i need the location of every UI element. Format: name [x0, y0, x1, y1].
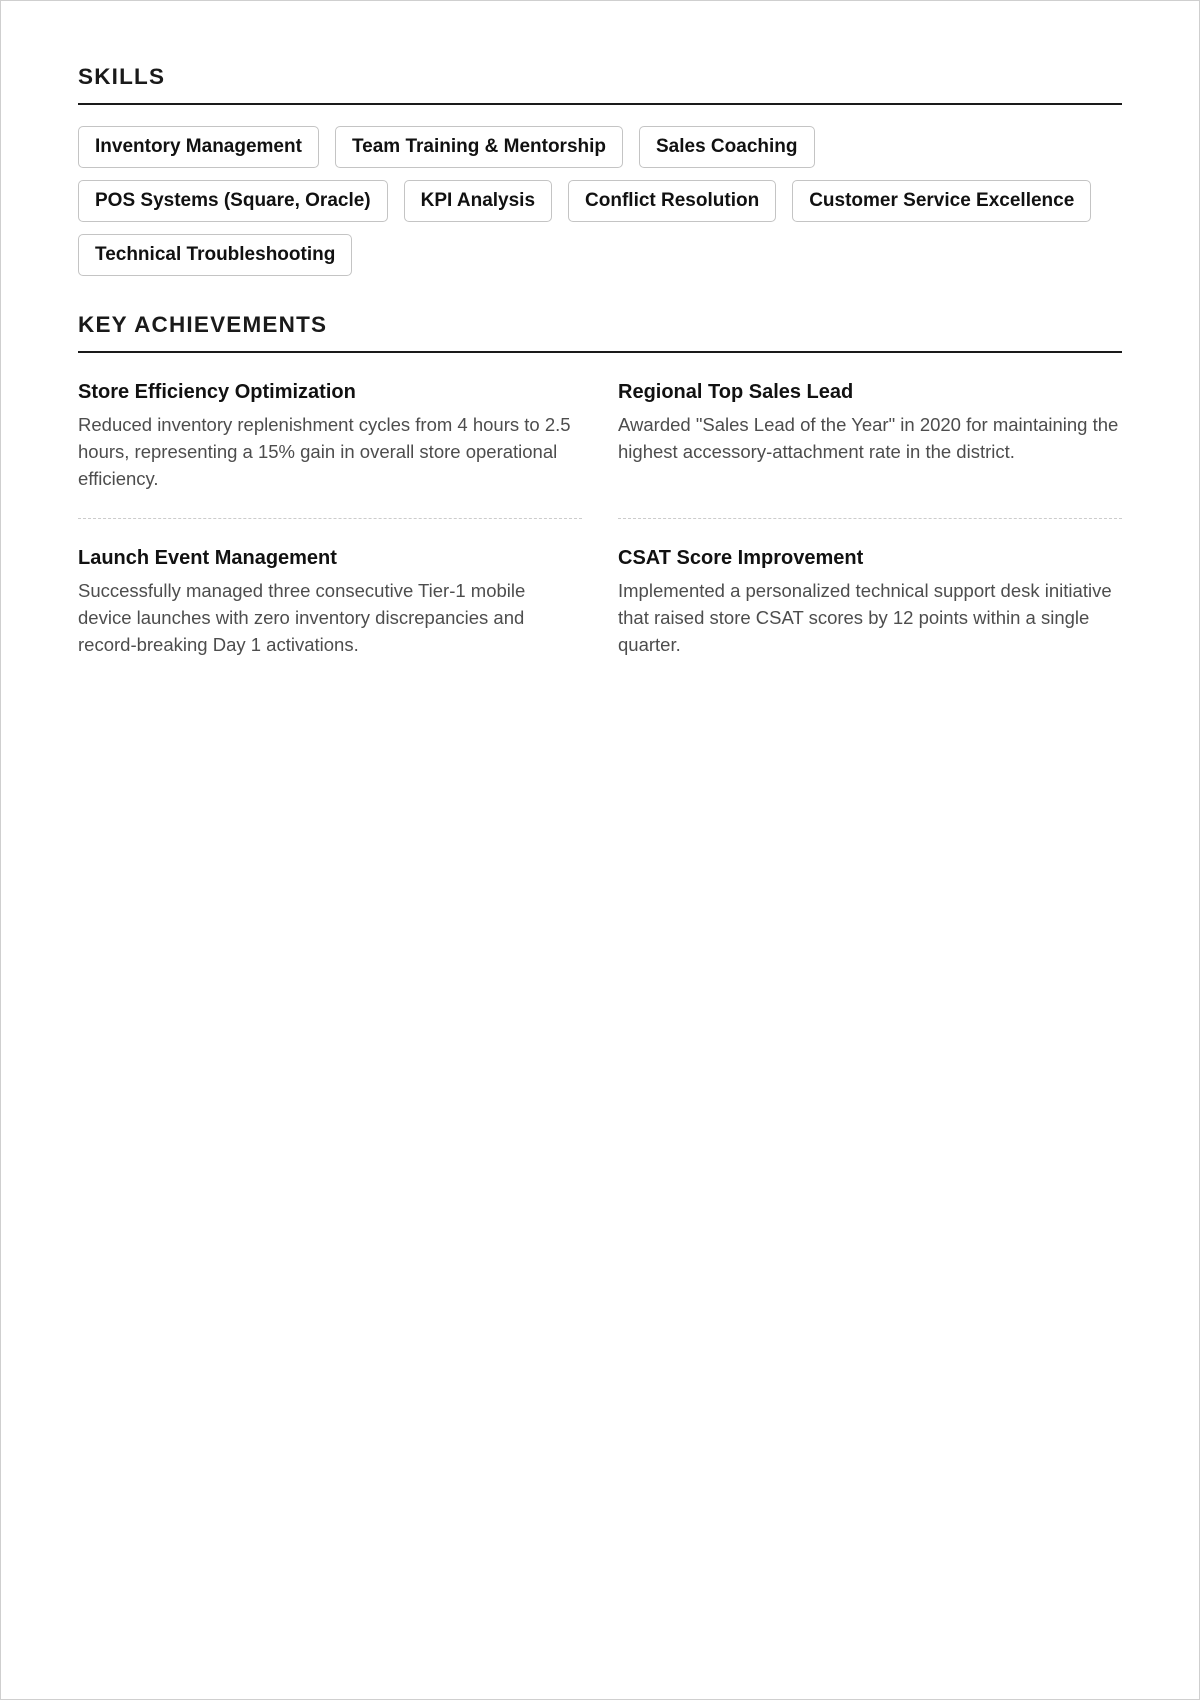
skill-chip: Conflict Resolution [568, 180, 776, 222]
achievements-grid [78, 353, 1122, 684]
skill-chip: Sales Coaching [639, 126, 815, 168]
achievement-description: Implemented a personalized technical support desk initiative that raised store CSAT scores by 12 points within a single quarter. [618, 580, 1112, 655]
skills-heading: SKILLS [78, 64, 1122, 105]
skill-chip: Inventory Management [78, 126, 319, 168]
achievement-item [618, 353, 1122, 519]
skill-chip: POS Systems (Square, Oracle) [78, 180, 388, 222]
skills-section [78, 64, 1122, 276]
skill-chip: KPI Analysis [404, 180, 552, 222]
achievement-item [618, 519, 1122, 684]
achievement-item [78, 519, 582, 684]
skill-chip: Technical Troubleshooting [78, 234, 352, 276]
achievement-item [78, 353, 582, 519]
achievements-heading: KEY ACHIEVEMENTS [78, 312, 1122, 353]
skill-chip: Team Training & Mentorship [335, 126, 623, 168]
skills-list [78, 126, 1122, 276]
achievement-title: Regional Top Sales Lead [618, 381, 854, 403]
achievement-description: Successfully managed three consecutive Tier-1 mobile device launches with zero inventory discrepancies and record-breaking Day 1 activations. [78, 580, 526, 655]
achievement-title: CSAT Score Improvement [618, 547, 864, 569]
achievement-title: Store Efficiency Optimization [78, 381, 356, 403]
skill-chip: Customer Service Excellence [792, 180, 1091, 222]
achievements-section [78, 312, 1122, 684]
achievement-title: Launch Event Management [78, 547, 337, 569]
achievement-description: Awarded "Sales Lead of the Year" in 2020 for maintaining the highest accessory-attachment rate in the district. [618, 414, 1119, 462]
achievement-description: Reduced inventory replenishment cycles from 4 hours to 2.5 hours, representing a 15% gain in overall store operational efficiency. [78, 414, 571, 489]
